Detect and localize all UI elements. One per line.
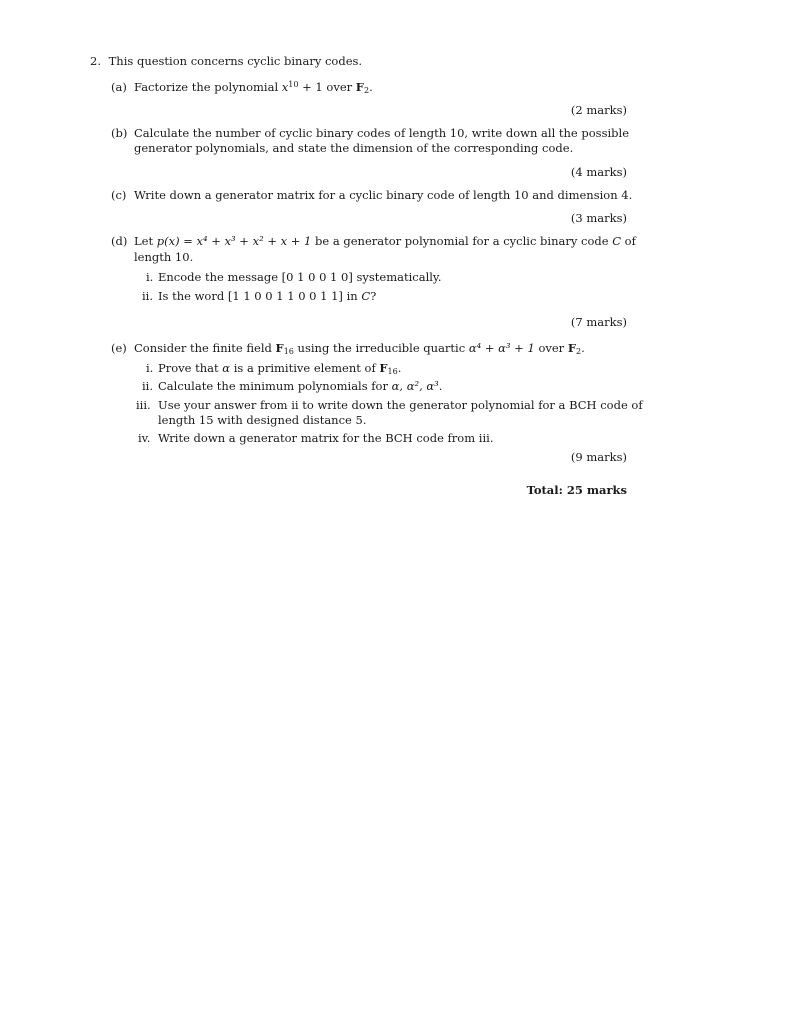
part-d-polynomial: p(x) = x⁴ + x³ + x² + x + 1	[156, 234, 312, 248]
part-e-sub-ii-elems: α, α², α³	[391, 379, 439, 393]
part-e-post: .	[581, 341, 585, 355]
part-e-mid2: over	[534, 341, 568, 355]
question-header	[90, 54, 362, 69]
part-b-line2: generator polynomials, and state the dimension of the corresponding code.	[134, 141, 574, 155]
question-number: 2.	[90, 54, 101, 68]
part-d-mid: be a generator polynomial for a cyclic binary code	[311, 234, 613, 248]
part-d-line2: length 10.	[134, 250, 194, 264]
part-b-line1: Calculate the number of cyclic binary codes of length 10, write down all the possible	[134, 126, 630, 140]
part-d-sub-i-text	[158, 270, 442, 285]
part-c-label: (c)	[111, 188, 127, 202]
part-a-field-sub: 2	[363, 86, 370, 95]
part-e-sub-ii-pre: Calculate the minimum polynomials for	[158, 379, 392, 393]
part-d-sub-ii-text	[158, 289, 376, 304]
part-e-line1	[134, 341, 585, 356]
part-d-sub-ii-pre: Is the word	[158, 289, 228, 303]
part-a-exponent: 10	[288, 80, 299, 89]
part-e-field2: F	[567, 341, 577, 355]
part-a-mid: + 1 over	[298, 80, 356, 94]
part-e-sub-iii-line1: Use your answer from ii to write down the generator polynomial for a BCH code of	[158, 398, 643, 412]
part-e-sub-iii-line2: length 15 with designed distance 5.	[158, 413, 367, 427]
part-e-sub-iv-label: iv.	[138, 431, 151, 445]
part-a-var: x	[281, 80, 289, 94]
question-intro: This question concerns cyclic binary codes.	[108, 54, 363, 68]
part-d-code-var: C	[612, 234, 621, 248]
part-a-label: (a)	[111, 80, 127, 94]
part-d-sub-ii-label: ii.	[142, 289, 154, 303]
part-d-sub-ii-var: C	[361, 289, 371, 303]
part-a-text	[134, 80, 373, 95]
part-e-field: F	[275, 341, 284, 355]
part-a-post: .	[369, 80, 373, 94]
part-a-marks: (2 marks)	[570, 103, 627, 117]
part-b-marks: (4 marks)	[570, 165, 627, 179]
part-d-post: of	[621, 234, 636, 248]
part-a-field: F	[355, 80, 364, 94]
part-e-sub-iv-text: Write down a generator matrix for the BCH code from iii.	[158, 431, 494, 445]
part-e-sub-i-field-sub: 16	[387, 367, 398, 376]
part-d-pre: Let	[134, 234, 157, 248]
part-e-sub-i-mid: is a primitive element of	[230, 361, 380, 375]
part-e-sub-i-pre: Prove that	[158, 361, 223, 375]
part-c-marks: (3 marks)	[570, 211, 627, 225]
part-e-sub-iii-label: iii.	[136, 398, 151, 412]
part-e-sub-ii-text	[158, 379, 442, 394]
part-b-label: (b)	[111, 126, 128, 140]
total-marks: Total: 25 marks	[526, 483, 627, 497]
part-e-sub-i-text	[158, 361, 401, 376]
part-e-sub-i-post: .	[397, 361, 402, 375]
part-e-sub-ii-label: ii.	[142, 379, 154, 393]
part-d-marks: (7 marks)	[570, 315, 627, 329]
part-d-sub-i-post: systematically.	[352, 270, 442, 284]
part-a-pre: Factorize the polynomial	[134, 80, 282, 94]
part-d-sub-i-label: i.	[146, 270, 154, 284]
part-e-field2-sub: 2	[576, 347, 582, 356]
part-e-field-sub: 16	[283, 347, 294, 356]
part-e-sub-i-label: i.	[146, 361, 154, 375]
part-d-line1	[134, 234, 636, 249]
part-d-label: (d)	[111, 234, 128, 248]
part-d-sub-ii-word: [1 1 0 0 1 1 0 0 1 1]	[227, 289, 343, 303]
part-d-sub-ii-mid: in	[342, 289, 362, 303]
part-e-sub-ii-post: .	[438, 379, 443, 393]
part-e-marks: (9 marks)	[570, 450, 627, 464]
part-e-pre: Consider the finite field	[134, 341, 276, 355]
part-e-label: (e)	[111, 341, 127, 355]
part-d-sub-i-word: [0 1 0 0 1 0]	[281, 270, 353, 284]
part-d-sub-i-pre: Encode the message	[158, 270, 282, 284]
part-e-quartic: α⁴ + α³ + 1	[468, 341, 535, 355]
part-c-text: Write down a generator matrix for a cyclic binary code of length 10 and dimension 4.	[134, 188, 633, 202]
part-e-mid: using the irreducible quartic	[293, 341, 469, 355]
part-e-sub-i-field: F	[379, 361, 388, 375]
part-e-sub-i-var: α	[222, 361, 231, 375]
part-d-sub-ii-post: ?	[370, 289, 377, 303]
